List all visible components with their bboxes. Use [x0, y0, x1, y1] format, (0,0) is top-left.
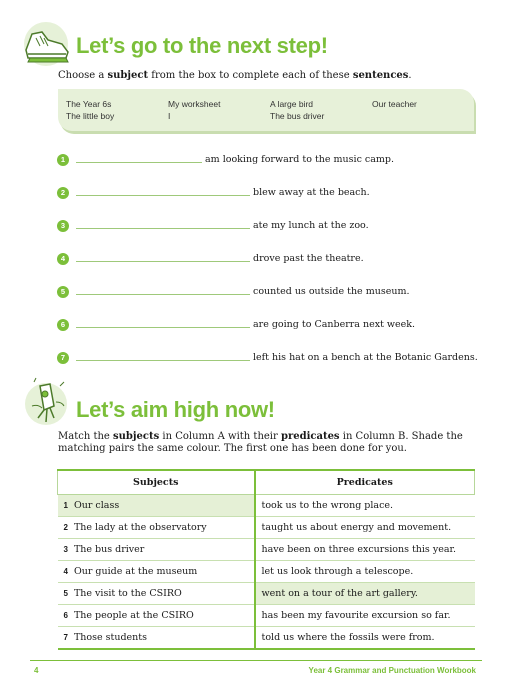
subject-cell[interactable] — [58, 517, 255, 539]
row-number: 4 — [63, 567, 68, 576]
answer-line[interactable] — [76, 195, 250, 196]
subject-cell[interactable] — [58, 605, 255, 627]
subject-text: Our class — [73, 500, 120, 511]
predicate-text: has been my favourite excursion so far. — [261, 610, 451, 621]
table-header-row — [58, 470, 475, 495]
section2-instruction — [58, 431, 463, 455]
predicate-text: told us where the fossils were from. — [261, 632, 435, 643]
sentence-text: drove past the theatre. — [253, 253, 364, 264]
row-number: 1 — [63, 501, 68, 510]
word-box-item: Our teacher — [372, 99, 417, 109]
column-header-subjects: Subjects — [58, 470, 255, 495]
sentence-number: 5 — [57, 286, 69, 298]
predicate-cell[interactable] — [255, 605, 475, 627]
sentence-text: counted us outside the museum. — [253, 286, 410, 297]
predicate-cell[interactable] — [255, 517, 475, 539]
predicate-cell[interactable] — [255, 627, 475, 650]
section1-title: Let’s go to the next step! — [76, 33, 328, 58]
word-box-item: The Year 6s — [66, 99, 112, 109]
predicate-cell[interactable] — [255, 539, 475, 561]
subject-cell[interactable] — [58, 627, 255, 650]
table-row — [58, 627, 475, 650]
instruction-bold: sentences — [352, 70, 409, 81]
sentence-number: 4 — [57, 253, 69, 265]
instruction-bold: subjects — [113, 431, 160, 442]
instruction-text: Choose a — [58, 70, 108, 81]
sentence-text: blew away at the beach. — [253, 187, 370, 198]
subject-text: Our guide at the museum — [73, 566, 198, 577]
answer-line[interactable] — [76, 261, 250, 262]
row-number: 6 — [63, 611, 68, 620]
answer-line[interactable] — [76, 327, 250, 328]
row-number: 3 — [63, 545, 68, 554]
table-row — [58, 517, 475, 539]
row-number: 2 — [63, 523, 68, 532]
row-number: 5 — [63, 589, 68, 598]
subject-cell[interactable] — [58, 561, 255, 583]
predicate-text: took us to the wrong place. — [261, 500, 394, 511]
instruction-text: in Column A with their — [159, 431, 281, 442]
subject-text: The bus driver — [73, 544, 145, 555]
instruction-bold: predicates — [280, 431, 340, 442]
sentence-text: ate my lunch at the zoo. — [253, 220, 369, 231]
answer-line[interactable] — [76, 162, 202, 163]
instruction-text: . — [408, 70, 412, 81]
predicate-text: went on a tour of the art gallery. — [261, 588, 418, 599]
table-row — [58, 583, 475, 605]
book-title: Year 4 Grammar and Punctuation Workbook — [308, 666, 476, 675]
sentence-number: 3 — [57, 220, 69, 232]
subject-text: Those students — [73, 632, 147, 643]
instruction-line — [58, 431, 463, 443]
word-box — [58, 89, 474, 131]
word-box-item: The bus driver — [270, 111, 325, 121]
subject-cell[interactable] — [58, 583, 255, 605]
word-box-item: A large bird — [270, 99, 313, 109]
sentence-text: am looking forward to the music camp. — [205, 154, 395, 165]
instruction-text: Match the — [58, 431, 113, 442]
predicate-text: taught us about energy and movement. — [261, 522, 452, 533]
answer-line[interactable] — [76, 294, 250, 295]
table-row — [58, 495, 475, 517]
word-box-item: The little boy — [66, 111, 115, 121]
column-header-predicates: Predicates — [255, 470, 475, 495]
row-number: 7 — [63, 633, 68, 642]
table-row — [58, 539, 475, 561]
subject-text: The lady at the observatory — [73, 522, 207, 533]
page-number: 4 — [34, 666, 39, 675]
predicate-cell[interactable] — [255, 561, 475, 583]
sentence-text: left his hat on a bench at the Botanic Gardens. — [253, 352, 478, 363]
instruction-line: matching pairs the same colour. The first one has been done for you. — [58, 443, 407, 454]
instruction-bold: subject — [107, 70, 149, 81]
sentence-number: 7 — [57, 352, 69, 364]
word-box-item: My worksheet — [168, 99, 221, 109]
subject-cell[interactable] — [58, 539, 255, 561]
predicate-text: have been on three excursions this year. — [261, 544, 456, 555]
sneaker-icon — [18, 20, 74, 68]
sentence-number: 1 — [57, 154, 69, 166]
predicate-cell[interactable] — [255, 583, 475, 605]
predicate-text: let us look through a telescope. — [261, 566, 414, 577]
answer-line[interactable] — [76, 360, 250, 361]
instruction-text: from the box to complete each of these — [148, 70, 353, 81]
footer-divider — [30, 660, 482, 661]
sentence-number: 2 — [57, 187, 69, 199]
matching-table — [57, 469, 475, 650]
instruction-text: in Column B. Shade the — [339, 431, 463, 442]
sentence-number: 6 — [57, 319, 69, 331]
subject-cell[interactable] — [58, 495, 255, 517]
rocket-icon — [20, 376, 72, 428]
word-box-item: I — [168, 111, 171, 121]
table-row — [58, 605, 475, 627]
section1-instruction — [58, 70, 412, 81]
section2-title: Let’s aim high now! — [76, 397, 275, 422]
subject-text: The people at the CSIRO — [73, 610, 194, 621]
answer-line[interactable] — [76, 228, 250, 229]
predicate-cell[interactable] — [255, 495, 475, 517]
table-row — [58, 561, 475, 583]
sentence-text: are going to Canberra next week. — [253, 319, 416, 330]
subject-text: The visit to the CSIRO — [73, 588, 182, 599]
